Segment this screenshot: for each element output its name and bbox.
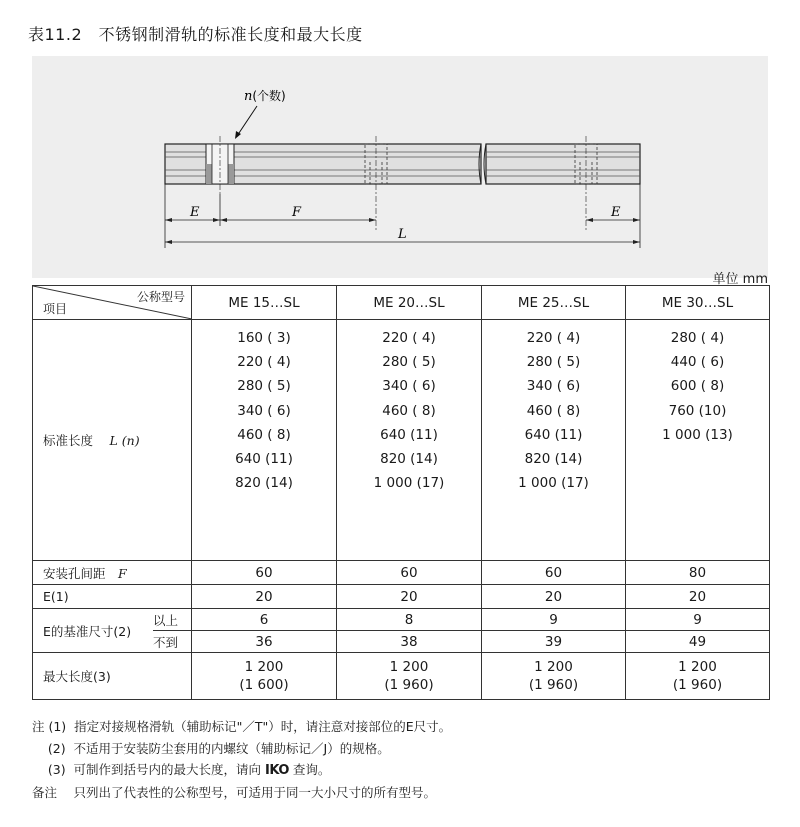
notes [32,716,451,803]
table-title: 表11.2 不锈钢制滑轨的标准长度和最大长度 [28,25,363,44]
f-value: 80 [626,561,770,585]
unit-label: 单位 mm [712,272,768,287]
length-value: 1 000 (17) [373,475,445,492]
f-symbol: F [118,565,127,581]
e-std-upper-label: 以上 [153,609,191,631]
e-std-upper-value: 8 [337,609,482,631]
note-3 [32,759,451,782]
dim-l: L [398,227,407,242]
max-length-value: 1 200 [244,659,284,675]
f-value: 60 [192,561,337,585]
max-length-value: 1 200 [534,659,573,675]
dim-e-left: E [190,205,200,220]
e-std-upper-value: 9 [626,609,770,631]
model-header: ME 20…SL [337,286,482,320]
length-value: 280 ( 5) [382,354,436,371]
model-header: ME 30…SL [626,286,770,320]
std-length-row [33,320,770,561]
model-header: ME 15…SL [192,286,337,320]
length-value: 1 000 (17) [518,475,589,492]
rail-right-segment [486,144,640,184]
std-length-col [192,320,337,561]
note-3-pre: (3) 可制作到括号内的最大长度，请向 [32,762,266,777]
std-length-col [482,320,626,561]
corner-top-label: 公称型号 [136,290,185,304]
max-length-bracket: (1 960) [528,677,579,693]
std-length-label [33,320,192,561]
corner-bottom-label: 项目 [43,302,68,316]
e-std-lower-value: 38 [337,631,482,653]
max-length-value: 1 200 [389,659,429,675]
f-row [33,561,770,585]
e-value: 20 [626,585,770,609]
model-header: ME 25…SL [482,286,626,320]
e-std-lower-value: 36 [192,631,337,653]
max-length-cell [626,653,770,700]
max-length-cell [482,653,626,700]
length-value: 340 ( 6) [526,378,581,395]
e-value: 20 [192,585,337,609]
length-value: 820 (14) [380,450,438,467]
dim-f: F [292,205,302,220]
length-value: 820 (14) [524,450,583,467]
f-value: 60 [482,561,626,585]
e-std-lower-value: 39 [482,631,626,653]
e-row [33,585,770,609]
length-value: 340 ( 6) [382,378,436,395]
max-length-bracket: (1 960) [672,677,723,693]
remark: 备注 只列出了代表性的公称型号，可适用于同一大小尺寸的所有型号。 [32,784,436,800]
length-value: 1 000 (13) [662,426,733,443]
note-3-post: 查询。 [288,762,331,777]
spec-table [32,285,770,700]
length-value: 640 (11) [524,426,583,443]
length-value: 220 ( 4) [237,354,291,371]
e-std-lower-value: 49 [626,631,770,653]
std-length-col [626,320,770,561]
length-value: 460 ( 8) [382,402,436,419]
note-2: (2) 不适用于安装防尘套用的内螺纹（辅助标记／J）的规格。 [32,740,390,756]
corner-cell [33,286,192,320]
max-length-cell [337,653,482,700]
length-value: 600 ( 8) [670,378,725,395]
max-length-value: 1 200 [678,659,717,675]
f-value: 60 [337,561,482,585]
length-value: 640 (11) [380,426,438,443]
header-row [33,286,770,320]
f-label [33,561,192,585]
length-value: 640 (11) [235,450,293,467]
length-value: 440 ( 6) [670,354,725,371]
length-value: 280 ( 5) [237,378,291,395]
f-label-text: 安装孔间距 [43,565,106,581]
e-value: 20 [337,585,482,609]
rail-diagram [32,56,768,278]
e-std-label: E的基准尺寸(2) [43,623,132,639]
e-std-upper-row [33,609,770,631]
e-std-label-cell [33,609,192,653]
iko-logo: IKO [265,763,289,778]
length-value: 160 ( 3) [237,330,291,346]
e-label: E(1) [33,585,192,609]
length-value: 220 ( 4) [382,330,436,346]
dim-e-right: E [611,205,621,220]
length-value: 220 ( 4) [526,330,581,346]
note-1: 注 (1) 指定对接规格滑轨（辅助标记"／T"）时，请注意对接部位的E尺寸。 [32,719,452,734]
length-value: 760 (10) [668,402,727,419]
max-length-cell [192,653,337,700]
std-length-col [337,320,482,561]
e-std-upper-value: 9 [482,609,626,631]
length-value: 340 ( 6) [237,402,291,419]
e-std-upper-value: 6 [192,609,337,631]
e-value: 20 [482,585,626,609]
length-value: 460 ( 8) [237,426,291,443]
max-length-bracket: (1 600) [239,677,289,693]
max-length-bracket: (1 960) [384,677,434,693]
length-value: 280 ( 4) [670,330,725,346]
max-length-label: 最大长度(3) [33,653,192,700]
length-value: 280 ( 5) [526,354,581,371]
length-value: 820 (14) [235,475,293,492]
n-count-label: n(个数) [244,89,286,104]
max-length-row [33,653,770,700]
length-value: 460 ( 8) [526,402,581,419]
std-length-symbol: L (n) [109,433,140,448]
rail-drawing [32,56,768,278]
std-length-label-text: 标准长度 [43,433,94,448]
e-std-lower-label: 不到 [153,634,179,650]
